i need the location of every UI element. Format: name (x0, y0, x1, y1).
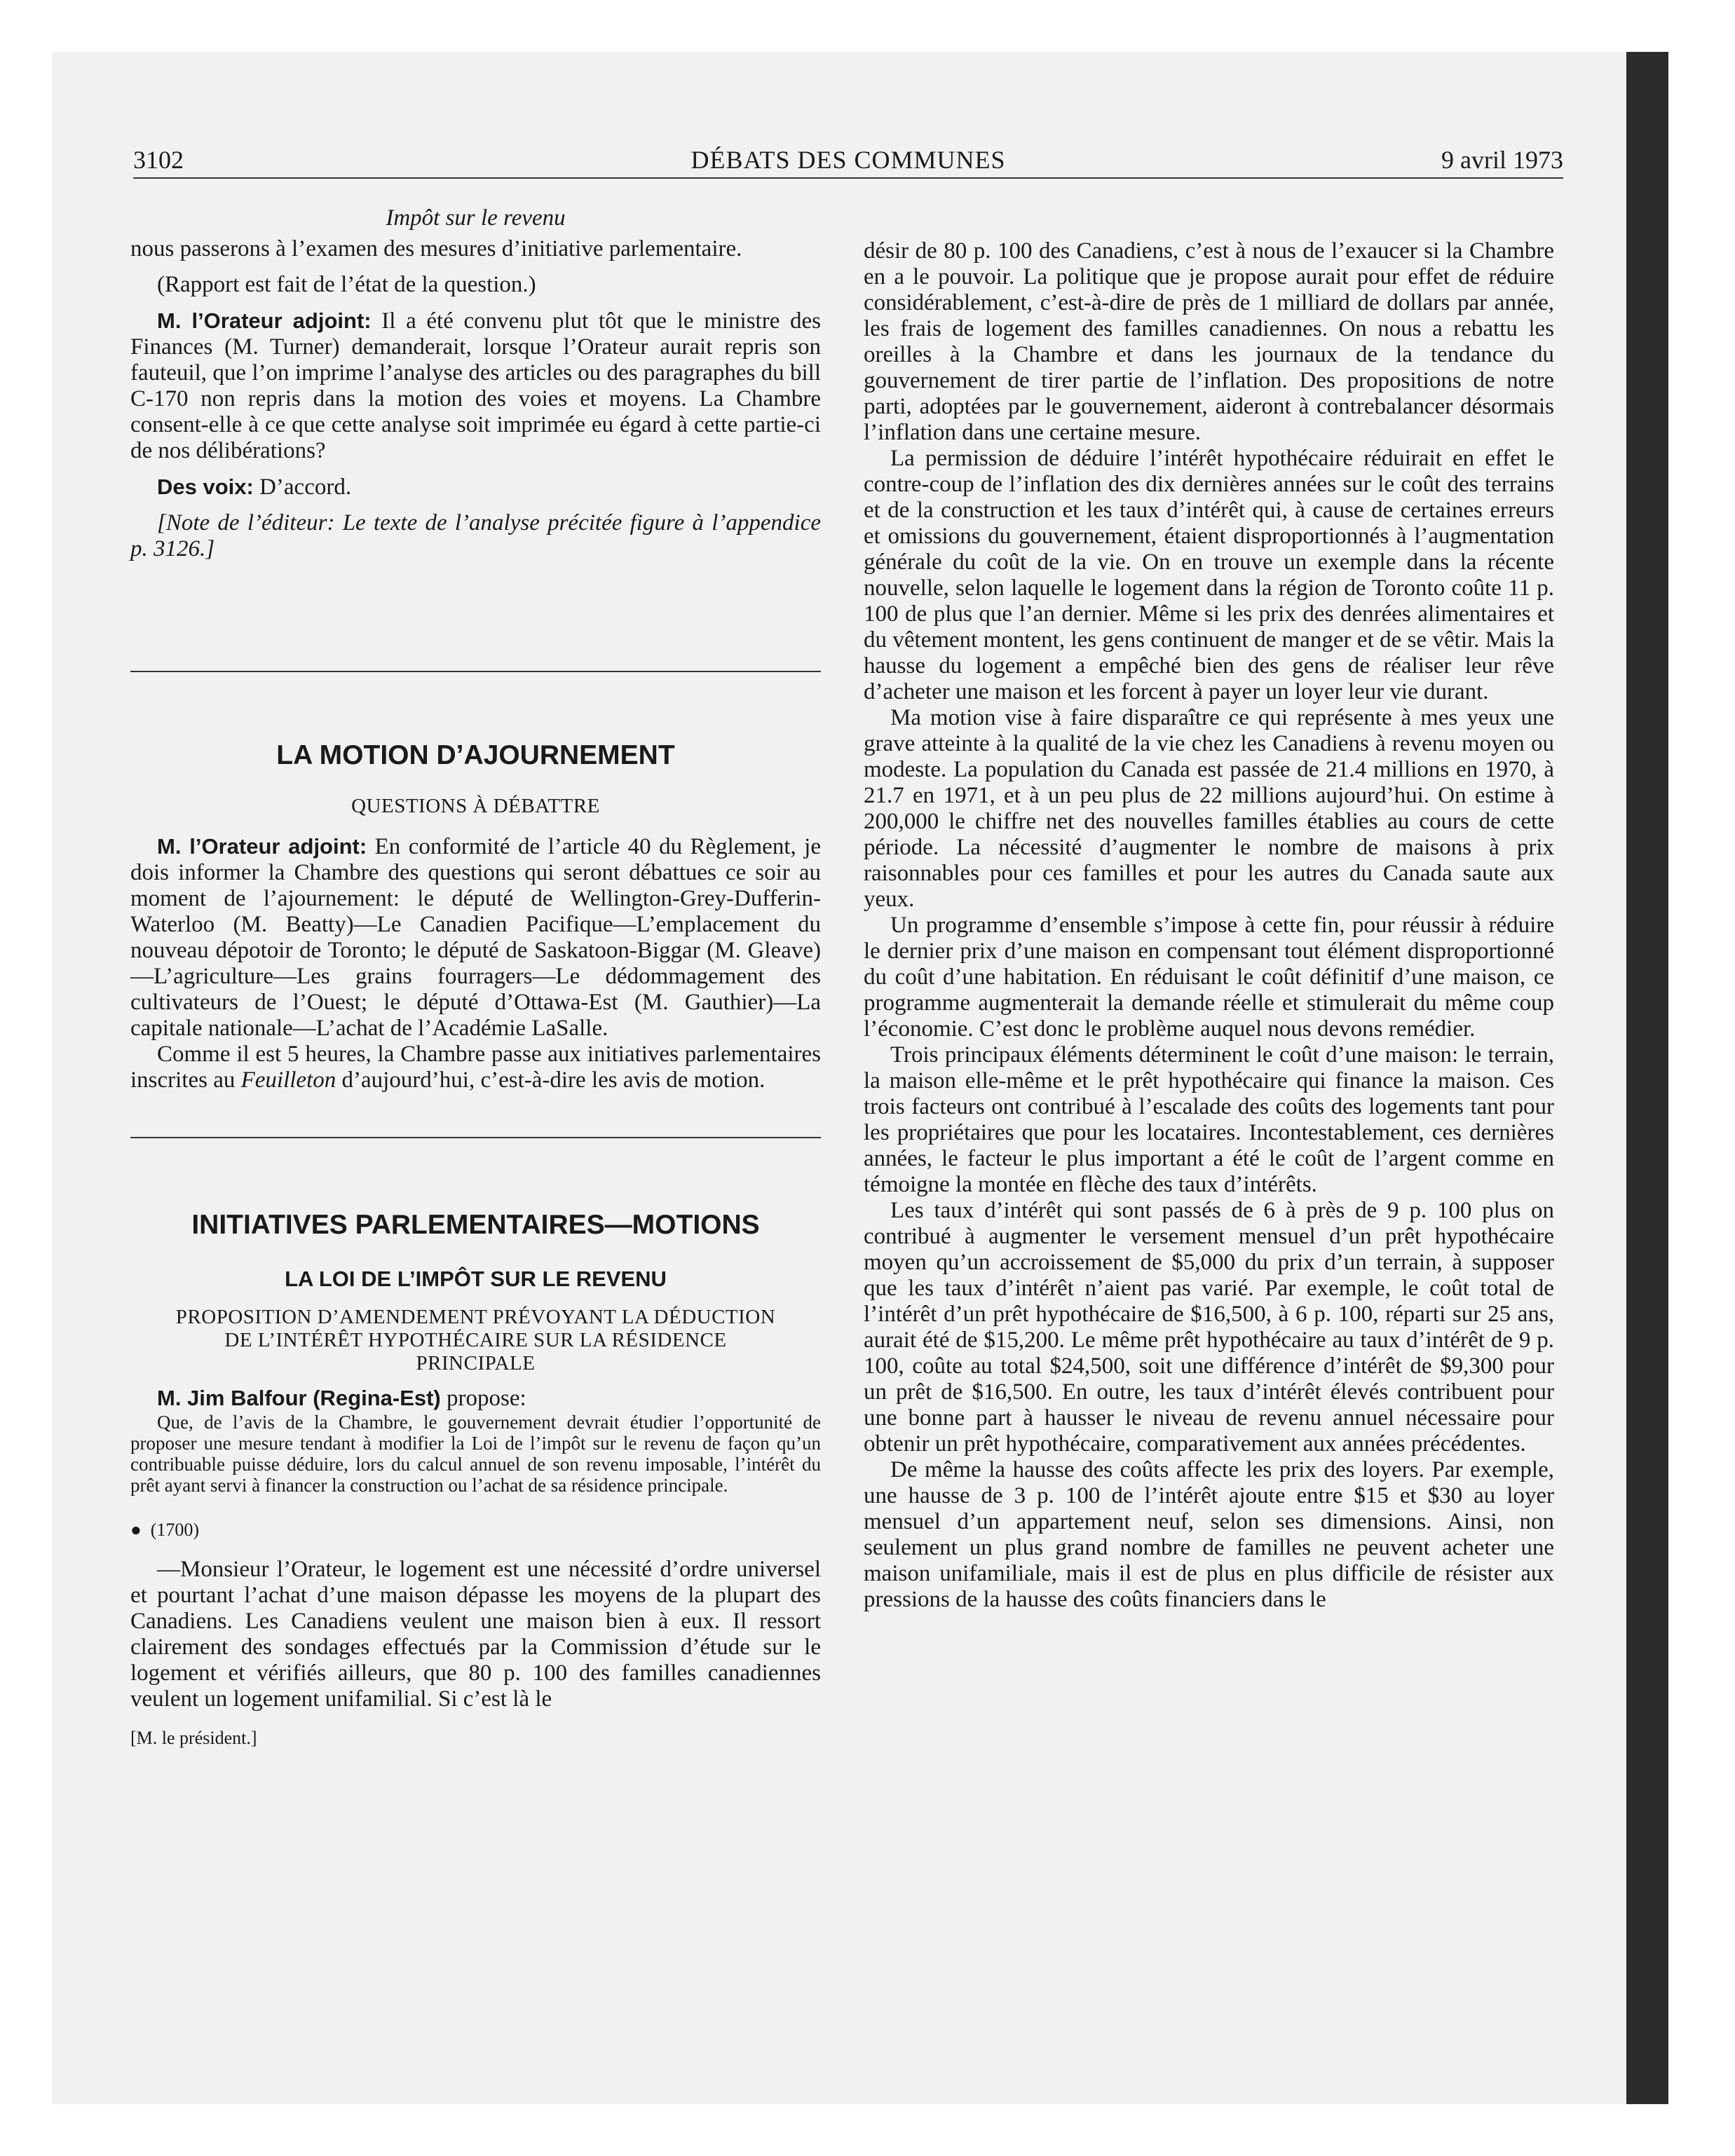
speaker-name: M. l’Orateur adjoint: (157, 834, 367, 859)
scan-edge-shadow (1626, 52, 1668, 2104)
bullet-icon: ● (130, 1520, 142, 1540)
page-number: 3102 (133, 146, 184, 174)
running-head: Impôt sur le revenu (386, 205, 566, 231)
speech-text: D’accord. (253, 475, 352, 500)
paragraph (130, 1042, 821, 1093)
section-heading: LA MOTION D’AJOURNEMENT (276, 740, 675, 770)
time-label: (1700) (150, 1520, 200, 1540)
motion-title: PROPOSITION D’AMENDEMENT PRÉVOYANT LA DÉDUCTION DE L’INTÉRÊT HYPOTHÉCAIRE SUR LA RÉSIDENCE PRINCIPALE (175, 1306, 776, 1374)
paragraph: nous passerons à l’examen des mesures d’initiative parlementaire. (130, 236, 742, 261)
paragraph (130, 308, 821, 464)
paragraph: Trois principaux éléments déterminent le coût d’une maison: le terrain, la maison elle-même et le prêt hypothécaire qui finance la maison. Ces trois facteurs ont contribué à l’escalade des coûts des logements tant pour les propriétaires que pour les locataires. Incontestablement, ces dernières années, le facteur le plus important a été le coût de l’argent comme en témoigne la montée en flèche des taux d’intérêts. (864, 1042, 1554, 1197)
text-run: d’aujourd’hui, c’est-à-dire les avis de motion. (336, 1067, 766, 1093)
speech-text: Il a été convenu plut tôt que le ministre des Finances (M. Turner) demanderait, lorsque l’Orateur aurait repris son fauteuil, que l’on imprime l’analyse des articles ou des paragraphes du bill C-170 non repris dans la motion des voies et moyens. La Chambre consent-elle à ce que cette analyse soit imprimée eu égard à cette partie-ci de nos délibérations? (130, 308, 821, 463)
paragraph: (Rapport est fait de l’état de la question.) (157, 272, 536, 297)
paragraph: La permission de déduire l’intérêt hypothécaire réduirait en effet le contre-coup de l’inflation des dix dernières années sur le coût des terrains et de la construction et les taux d’intérêt qui, à cause de certaines erreurs et omissions du gouvernement, étaient disproportionnés à l’augmentation générale du coût de la vie. On en trouve un exemple dans la récente nouvelle, selon laquelle le logement dans la région de Toronto coûte 11 p. 100 de plus que l’an dernier. Même si les prix des denrées alimentaires et du vêtement montent, les gens continuent de manger et de se vêtir. Mais la hausse du logement a empêché bien des gens de réaliser leur rêve d’acheter une maison et les forcent à payer un loyer leur vie durant. (864, 446, 1554, 704)
paragraph (130, 1385, 821, 1412)
paragraph: Les taux d’intérêt qui sont passés de 6 à près de 9 p. 100 plus on contribué à augmenter le versement mensuel d’un prêt hypothécaire moyen qu’un accroissement de $5,000 du prix d’un terrain, à supposer que les taux d’intérêt n’aient pas varié. Par exemple, le coût total de l’intérêt d’un prêt hypothécaire de $16,500, à 6 p. 100, réparti sur 25 ans, aurait été de $15,200. Le même prêt hypothécaire au taux d’intérêt de 9 p. 100, coûte au total $24,500, soit une différence d’intérêt de $9,300 pour un prêt de $16,500. En outre, les taux d’intérêt élevés contribuent pour une bonne part à hausser le niveau de revenu annuel nécessaire pour obtenir un prêt hypothécaire, comparativement aux années précédentes. (864, 1198, 1554, 1456)
page-date: 9 avril 1973 (1441, 146, 1563, 174)
subheading: QUESTIONS À DÉBATTRE (351, 795, 600, 817)
subsection-heading: LA LOI DE L’IMPÔT SUR LE REVENU (285, 1267, 667, 1291)
speaker-name: M. Jim Balfour (Regina-Est) (157, 1386, 441, 1410)
speaker-name: Des voix: (157, 475, 254, 499)
publication-title: DÉBATS DES COMMUNES (690, 146, 1006, 174)
paragraph: Un programme d’ensemble s’impose à cette fin, pour réussir à réduire le dernier prix d’une maison en compensant tout élément disproportionné du coût d’une habitation. En réduisant le coût définitif d’une maison, ce programme augmenterait la demande réelle et stimulerait du même coup l’économie. C’est donc le problème auquel nous devons remédier. (864, 913, 1554, 1042)
section-heading: INITIATIVES PARLEMENTAIRES—MOTIONS (191, 1210, 760, 1240)
speech-text: propose: (440, 1386, 526, 1411)
right-column (864, 238, 1554, 1613)
time-marker (130, 1517, 821, 1543)
paragraph: De même la hausse des coûts affecte les prix des loyers. Par exemple, une hausse de 3 p. 100 de l’intérêt ajoute entre $15 et $30 au loyer mensuel d’un appartement neuf, selon ses dimensions. Ainsi, non seulement un plus grand nombre de familles ne peuvent acheter une maison unifamiliale, mais il est de plus en plus difficile de résister aux pressions de la hausse des coûts financiers dans le (864, 1457, 1554, 1612)
page-header (133, 144, 1563, 179)
paragraph (130, 833, 821, 1042)
paragraph (130, 474, 821, 500)
speech-text: En conformité de l’article 40 du Règlement, je dois informer la Chambre des questions qui seront débattues ce soir au moment de l’ajournement: le député de Wellington-Grey-Dufferin-Waterloo (M. Beatty)—Le Canadien Pacifique—L’emplacement du nouveau dépotoir de Toronto; le député de Saskatoon-Biggar (M. Gleave)—L’agriculture—Les grains fourragers—Le dédommagement des cultivateurs de l’Ouest; le député d’Ottawa-Est (M. Gauthier)—La capitale nationale—L’achat de l’Académie LaSalle. (130, 834, 822, 1041)
text-run: Comme il est 5 heures, la Chambre passe aux initiatives parlementaires inscrites au (130, 1042, 821, 1093)
editor-note: [Note de l’éditeur: Le texte de l’analyse précitée figure à l’appendice p. 3126.] (130, 510, 821, 561)
motion-text: Que, de l’avis de la Chambre, le gouvernement devrait étudier l’opportunité de proposer une mesure tendant à modifier la Loi de l’impôt sur le revenu de façon qu’un contribuable puisse déduire, lors du calcul annuel de son revenu imposable, l’intérêt du prêt ayant servi à financer la construction ou l’achat de sa résidence principale. (130, 1412, 821, 1496)
speaker-name: M. l’Orateur adjoint: (157, 308, 372, 333)
paragraph: —Monsieur l’Orateur, le logement est une nécessité d’ordre universel et pourtant l’achat d’une maison dépasse les moyens de la plupart des Canadiens. Les Canadiens veulent une maison bien à eux. Il ressort clairement des sondages effectués par la Commission d’étude sur le logement et vérifiés ailleurs, que 80 p. 100 des familles canadiennes veulent un logement unifamilial. Si c’est là le (130, 1557, 821, 1712)
presiding-note: [M. le président.] (130, 1728, 257, 1748)
left-column (130, 200, 821, 1751)
paragraph: désir de 80 p. 100 des Canadiens, c’est à nous de l’exaucer si la Chambre en a le pouvoir. La politique que je propose aurait pour effet de réduire considérablement, c’est-à-dire de près de 1 milliard de dollars par année, les frais de logement des familles canadiennes. On nous a rebattu les oreilles à la Chambre et dans les journaux de la tendance du gouvernement de tirer partie de l’inflation. Des propositions de notre parti, adoptées par le gouvernement, aideront à contrebalancer désormais l’inflation dans une certaine mesure. (864, 238, 1554, 445)
feuilleton-italic: Feuilleton (240, 1067, 336, 1093)
paragraph: Ma motion vise à faire disparaître ce qui représente à mes yeux une grave atteinte à la qualité de la vie chez les Canadiens à revenu moyen ou modeste. La population du Canada est passée de 21.4 millions en 1970, à 21.7 en 1971, et à un peu plus de 22 millions aujourd’hui. On estime à 200,000 le chiffre net des nouvelles familles établies au cours de cette période. La nécessité d’augmenter le nombre de maisons à prix raisonnables pour ces familles et pour les autres du Canada saute aux yeux. (864, 705, 1554, 912)
